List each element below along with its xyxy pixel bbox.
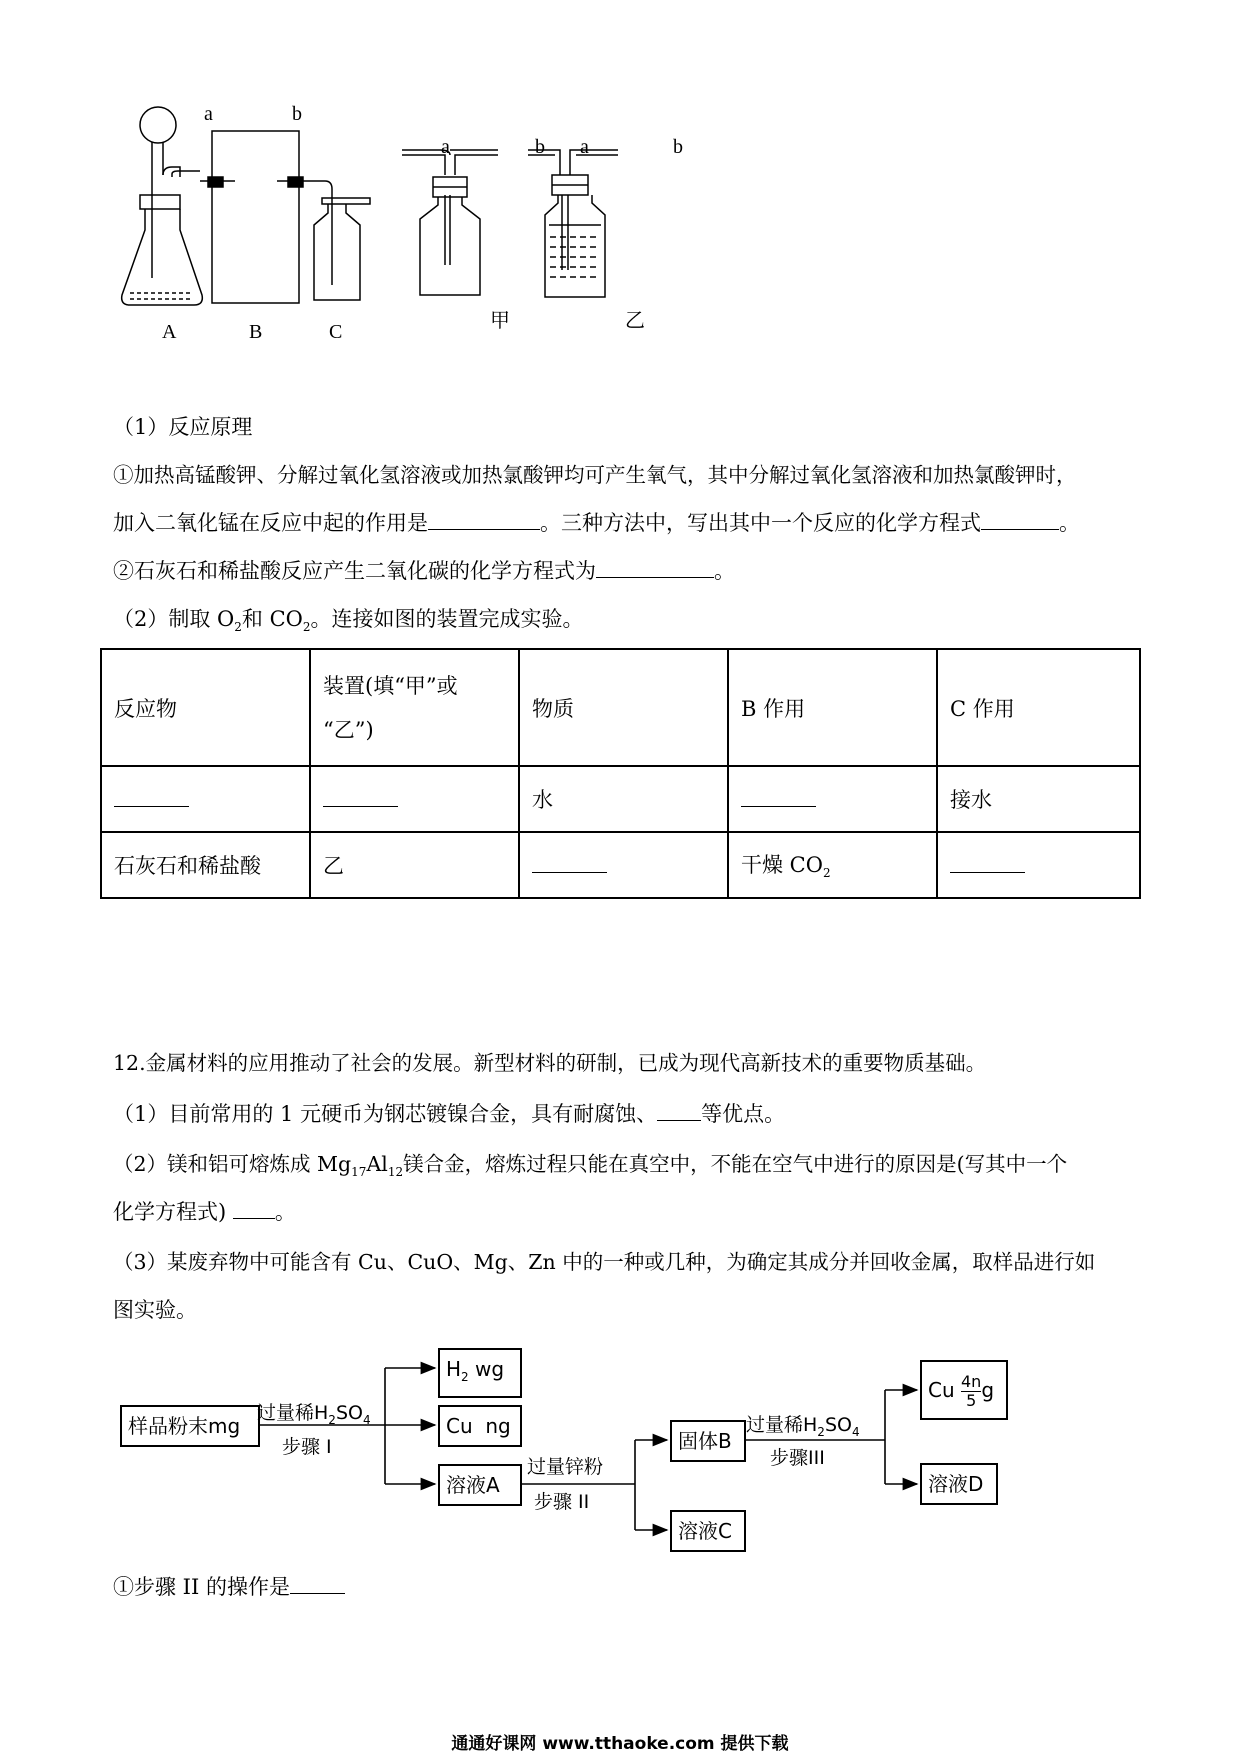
q12-intro: 12.金属材料的应用推动了社会的发展。新型材料的研制，已成为现代高新技术的重要物质基础。 [113,1051,987,1075]
flow-h2 [438,1348,522,1398]
q12-part3-line1: （3）某废弃物中可能含有 Cu、CuO、Mg、Zn 中的一种或几种，为确定其成分并回收金属，取样品进行如 [113,1250,1096,1274]
text: ng [485,1414,511,1438]
text: （2）制取 O [113,607,235,631]
flow-reagent2: 过量锌粉 [527,1456,604,1478]
table-cell: 乙 [310,832,519,898]
flow-solid-b: 固体B [670,1420,746,1462]
q12-part3-line2: 图实验。 [113,1298,197,1322]
subscript: 2 [817,1424,825,1439]
label-yi: 乙 [625,308,645,332]
text: ①步骤 II 的操作是 [113,1575,290,1599]
label-b-top: b [292,103,302,125]
text: 。连接如图的装置完成实验。 [310,607,584,631]
label-a-jia: a [441,136,450,158]
text: SO [824,1414,852,1436]
flow-step3: 步骤III [770,1447,825,1469]
subscript: 2 [302,620,311,635]
table-cell: 水 [519,766,728,832]
text: （2）镁和铝可熔炼成 Mg [113,1152,352,1176]
q12-sub-question-1 [113,1572,345,1602]
subscript: 17 [351,1165,367,1180]
flow-reagent3 [746,1410,860,1439]
header-reactant: 反应物 [101,649,310,766]
label-a-yi: a [580,136,589,158]
text: 。 [1059,511,1080,535]
text: 。三种方法中，写出其中一个反应的化学方程式 [540,511,981,535]
header-b-role: B 作用 [728,649,937,766]
text: 过量稀H [257,1402,329,1424]
subscript: 2 [461,1370,469,1384]
answer-blank[interactable] [290,1573,345,1594]
flow-step2: 步骤 II [534,1491,590,1513]
flow-cu1 [438,1405,522,1447]
label-A: A [162,321,177,343]
label-b-yi: b [673,136,683,158]
text: （1）目前常用的 1 元硬币为钢芯镀镍合金，具有耐腐蚀、 [113,1102,658,1126]
flow-sample: 样品粉末mg [120,1405,260,1447]
text: g [981,1378,995,1402]
text: wg [475,1357,505,1381]
flow-solution-a: 溶液A [438,1464,522,1506]
label-C: C [329,321,343,343]
text: “乙”) [323,717,374,742]
q11-part1-line1: ①加热高锰酸钾、分解过氧化氢溶液或加热氯酸钾均可产生氧气，其中分解过氧化氢溶液和加热氯酸钾时， [113,463,1077,487]
fraction [961,1373,981,1410]
q11-part1-title: （1）反应原理 [113,415,253,439]
text: 。 [274,1200,296,1224]
text: H [446,1357,462,1381]
flow-reagent1 [257,1398,371,1427]
subscript: 2 [822,866,831,881]
flow-cu2 [920,1360,1008,1420]
text: 和 CO [241,607,303,631]
denominator: 5 [966,1391,977,1410]
subscript: 4 [851,1424,860,1439]
table-cell: 石灰石和稀盐酸 [101,832,310,898]
subscript: 12 [387,1165,404,1180]
text: 过量稀H [746,1414,818,1436]
subscript: 4 [362,1412,371,1427]
subscript: 2 [328,1412,336,1427]
text: 干燥 CO [741,853,823,878]
subscript: 2 [234,620,242,635]
header-c-role: C 作用 [937,649,1140,766]
label-b-jia: b [535,136,545,158]
table-cell: 接水 [937,766,1140,832]
numerator: 4n [961,1372,982,1391]
text: ②石灰石和稀盐酸反应产生二氧化碳的化学方程式为 [113,559,596,583]
text: 。 [714,559,735,583]
text: Cu [446,1414,473,1438]
label-B: B [249,321,263,343]
header-substance: 物质 [519,649,728,766]
text: 装置(填“甲”或 [323,673,458,698]
text: 加入二氧化锰在反应中起的作用是 [113,511,428,535]
text: 等优点。 [701,1102,786,1126]
page-footer: 通通好课网 www.tthaoke.com 提供下载 [451,1734,789,1754]
flow-step1: 步骤 I [282,1436,332,1458]
text: 镁合金，熔炼过程只能在真空中，不能在空气中进行的原因是(写其中一个 [403,1152,1068,1176]
flow-solution-c: 溶液C [670,1510,746,1552]
text: Cu [928,1378,955,1402]
text: Al [366,1152,388,1176]
text: 化学方程式) [113,1200,227,1224]
text: SO [335,1402,363,1424]
label-a-top: a [204,103,213,125]
flow-solution-d: 溶液D [920,1463,998,1505]
label-jia: 甲 [490,308,510,332]
